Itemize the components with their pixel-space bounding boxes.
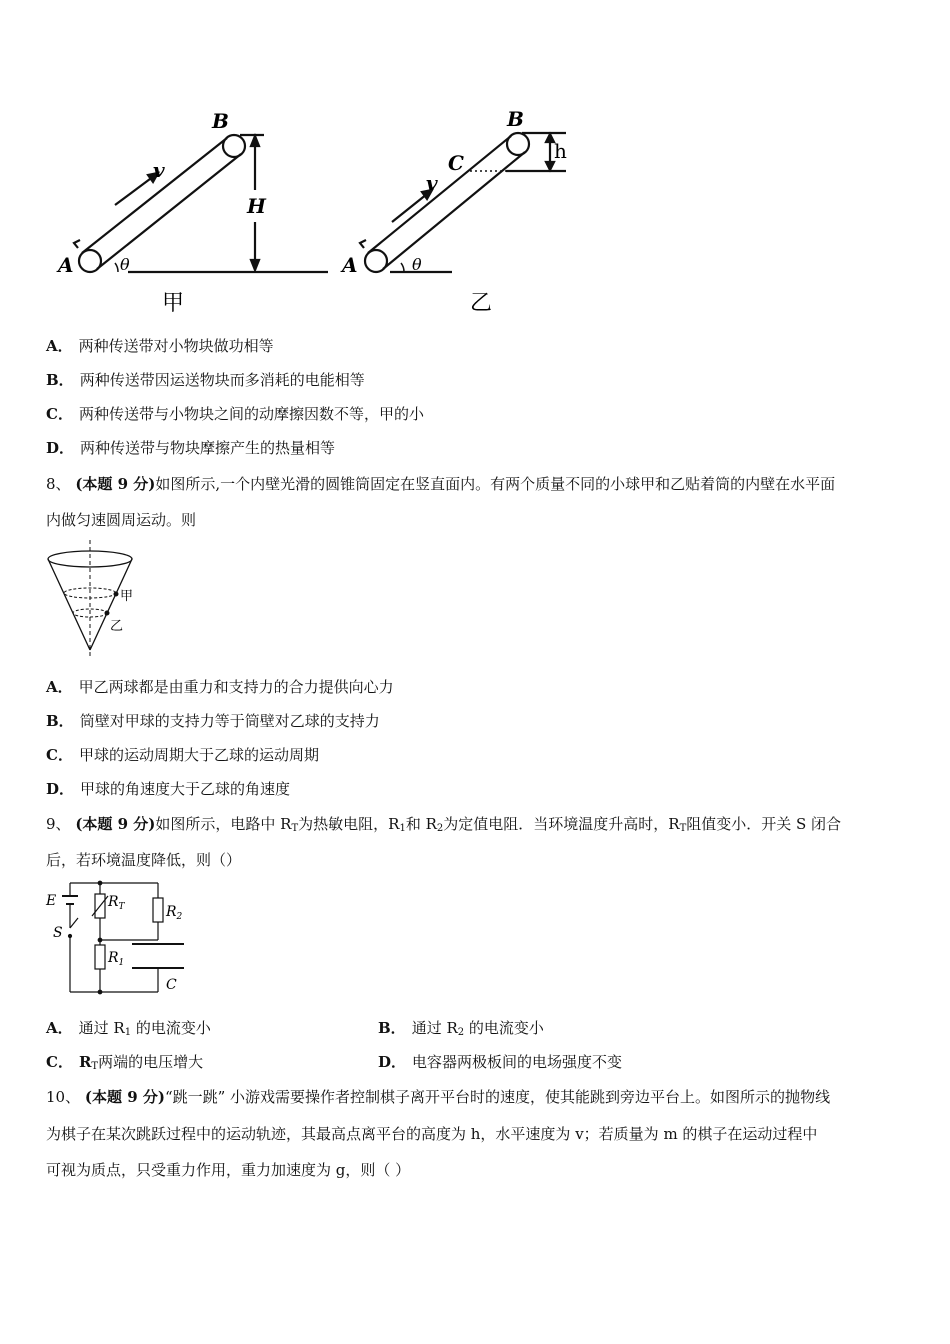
cone-label-jia: 甲 xyxy=(120,589,134,604)
circuit-label-R1: $R_1$ xyxy=(108,950,125,968)
label-v-left: v xyxy=(153,158,165,182)
q9-option-b: B． 通过 $R_2$ 的电流变小 xyxy=(378,1019,544,1038)
circuit-label-S: S xyxy=(53,925,63,941)
label-theta-right: θ xyxy=(412,255,422,274)
circuit-label-R2: $R_2$ xyxy=(166,904,183,922)
label-B-right: B xyxy=(507,107,524,131)
circuit-figure xyxy=(40,880,200,998)
q10-stem-line2: 为棋子在某次跳跃过程中的运动轨迹，其最高点离平台的高度为 h，水平速度为 v；若质量为 m 的棋子在运动过程中 xyxy=(46,1125,818,1143)
label-H: H xyxy=(247,194,266,218)
q7-option-b: B． 两种传送带因运送物块而多消耗的电能相等 xyxy=(46,371,365,389)
cone-label-yi: 乙 xyxy=(110,619,124,634)
q8-option-d: D． 甲球的角速度大于乙球的角速度 xyxy=(46,780,291,798)
q7-option-d: D． 两种传送带与物块摩擦产生的热量相等 xyxy=(46,439,336,457)
q9-stem-line1: 9、 (本题 9 分)如图所示，电路中 $R_T$为热敏电阻，$R_1$和 $R_2$为定值电阻．当环境温度升高时，$R_T$阻值变小．开关 S 闭合 xyxy=(46,815,842,834)
label-B-left: B xyxy=(212,109,229,133)
label-theta-left: θ xyxy=(120,255,130,274)
q9-option-a: A． 通过 $R_1$ 的电流变小 xyxy=(46,1019,211,1038)
circuit-label-C: C xyxy=(166,977,177,993)
q8-option-a: A． 甲乙两球都是由重力和支持力的合力提供向心力 xyxy=(46,678,394,696)
q9-option-c: C． $R_T$两端的电压增大 xyxy=(46,1053,204,1072)
caption-jia: 甲 xyxy=(162,291,185,316)
q7-option-a: A． 两种传送带对小物块做功相等 xyxy=(46,337,274,355)
q10-stem-line1: 10、 (本题 9 分)“跳一跳” 小游戏需要操作者控制棋子离开平台时的速度，使其能跳到旁边平台上。如图所示的抛物线 xyxy=(46,1088,831,1106)
label-v-right: v xyxy=(426,171,438,195)
q8-stem-line2: 内做匀速圆周运动。则 xyxy=(46,511,197,529)
cone-figure xyxy=(40,538,150,658)
q9-stem-line2: 后，若环境温度降低，则（） xyxy=(46,851,242,869)
caption-yi: 乙 xyxy=(470,291,493,316)
label-A-left: A xyxy=(58,253,74,277)
label-h: h xyxy=(554,139,567,163)
q8-stem-line1: 8、 (本题 9 分)如图所示,一个内壁光滑的圆锥筒固定在竖直面内。有两个质量不同的小球甲和乙贴着筒的内壁在水平面 xyxy=(46,475,836,493)
circuit-label-E: E xyxy=(46,893,57,909)
label-C: C xyxy=(448,151,464,175)
q8-option-b: B． 筒壁对甲球的支持力等于筒壁对乙球的支持力 xyxy=(46,712,380,730)
circuit-label-RT: $R_T$ xyxy=(108,894,125,912)
q10-stem-line3: 可视为质点，只受重力作用，重力加速度为 g，则（ ） xyxy=(46,1161,411,1179)
conveyor-figure xyxy=(40,100,600,325)
q8-option-c: C． 甲球的运动周期大于乙球的运动周期 xyxy=(46,746,319,764)
conveyor-left xyxy=(74,135,328,272)
q7-option-c: C． 两种传送带与小物块之间的动摩擦因数不等，甲的小 xyxy=(46,405,424,423)
label-A-right: A xyxy=(342,253,358,277)
q9-option-d: D． 电容器两极板间的电场强度不变 xyxy=(378,1053,623,1071)
